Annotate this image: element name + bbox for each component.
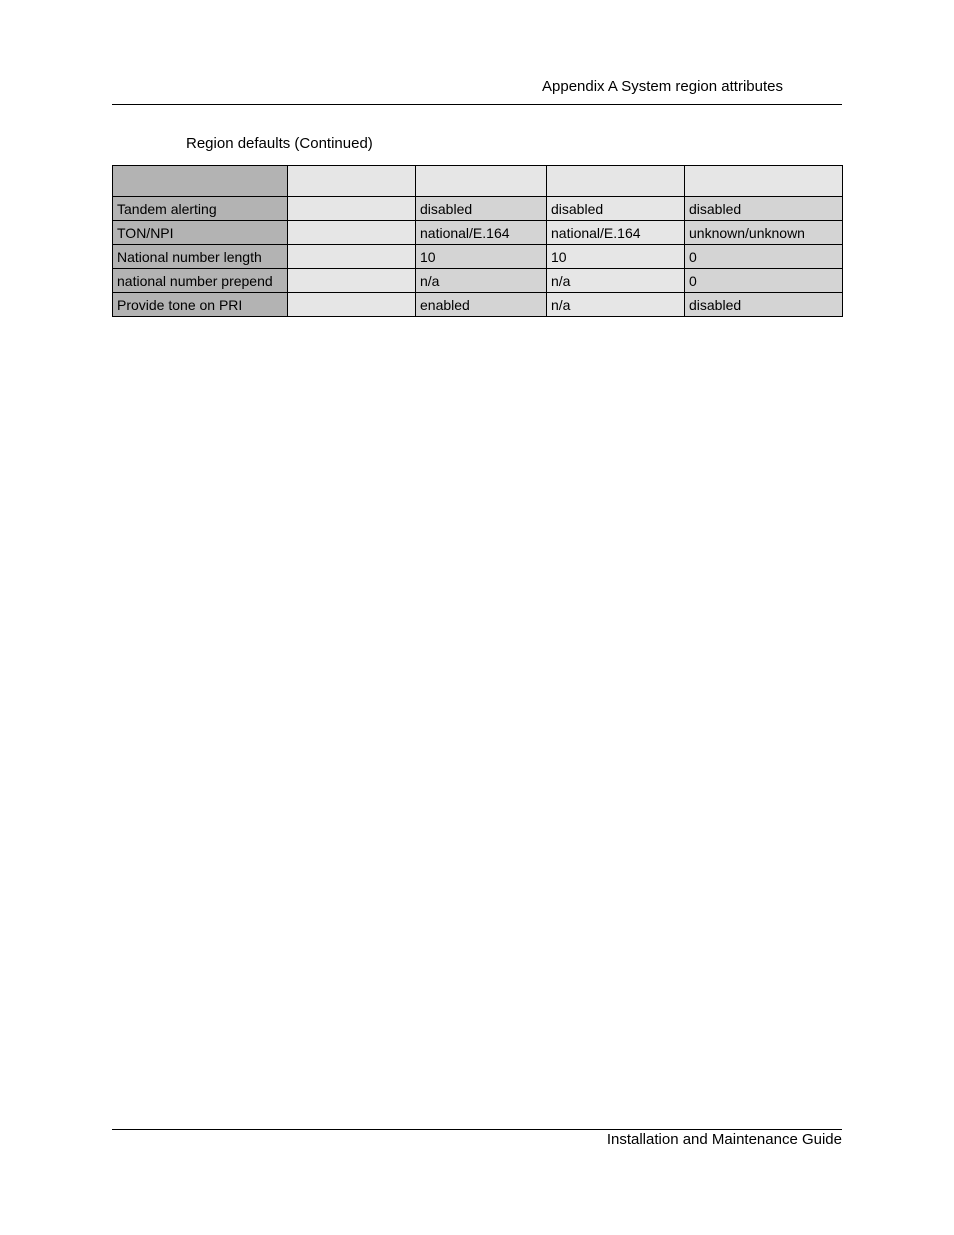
value-cell: [288, 197, 416, 221]
table-row: [113, 197, 843, 221]
running-footer: Installation and Maintenance Guide: [606, 1131, 842, 1148]
header-cell: [547, 166, 685, 197]
value-cell: national/E.164: [416, 221, 547, 245]
table-row: [113, 293, 843, 317]
header-cell: [113, 166, 288, 197]
header-cell: [288, 166, 416, 197]
value-cell: 0: [685, 245, 843, 269]
attribute-cell: Provide tone on PRI: [113, 293, 288, 317]
value-cell: disabled: [416, 197, 547, 221]
header-cell: [685, 166, 843, 197]
value-cell: n/a: [416, 269, 547, 293]
table-row: [113, 245, 843, 269]
value-cell: enabled: [416, 293, 547, 317]
value-cell: [288, 293, 416, 317]
table-caption: Region defaults (Continued): [186, 135, 373, 152]
attribute-cell: National number length: [113, 245, 288, 269]
value-cell: [288, 269, 416, 293]
attribute-cell: national number prepend: [113, 269, 288, 293]
value-cell: [288, 245, 416, 269]
running-header: Appendix A System region attributes: [542, 78, 783, 95]
table-row: [113, 221, 843, 245]
header-rule: [112, 104, 842, 105]
value-cell: disabled: [685, 293, 843, 317]
value-cell: disabled: [547, 197, 685, 221]
value-cell: n/a: [547, 293, 685, 317]
value-cell: 10: [416, 245, 547, 269]
value-cell: unknown/unknown: [685, 221, 843, 245]
value-cell: 10: [547, 245, 685, 269]
table-header-row: [113, 166, 843, 197]
table-row: [113, 269, 843, 293]
header-cell: [416, 166, 547, 197]
value-cell: [288, 221, 416, 245]
region-defaults-table: [112, 165, 843, 317]
footer-rule: [112, 1129, 842, 1130]
value-cell: national/E.164: [547, 221, 685, 245]
value-cell: disabled: [685, 197, 843, 221]
attribute-cell: Tandem alerting: [113, 197, 288, 221]
value-cell: 0: [685, 269, 843, 293]
attribute-cell: TON/NPI: [113, 221, 288, 245]
value-cell: n/a: [547, 269, 685, 293]
